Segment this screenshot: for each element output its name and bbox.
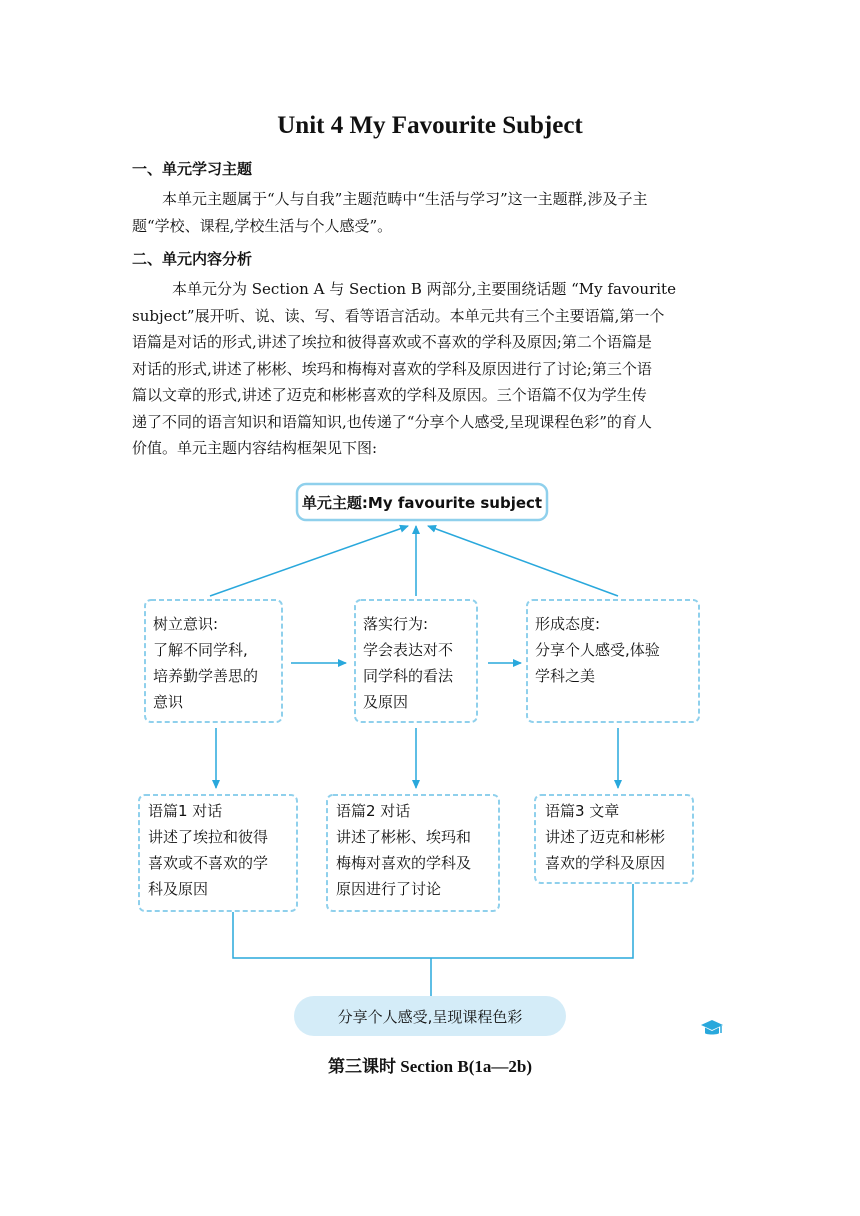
text-line: 语篇1 对话	[148, 802, 223, 820]
paragraph-line: 对话的形式,讲述了彬彬、埃玛和梅梅对喜欢的学科及原因进行了讨论;第三个语	[132, 359, 652, 378]
goal-line: 形成态度:	[535, 615, 601, 633]
section-heading-theme: 一、单元学习主题	[132, 160, 253, 178]
goal-line: 树立意识:	[153, 615, 219, 633]
text-line: 梅梅对喜欢的学科及	[336, 854, 472, 872]
goal-line: 了解不同学科,	[153, 641, 248, 659]
goal-text-3	[535, 611, 660, 689]
text-line: 讲述了迈克和彬彬	[545, 828, 666, 846]
text-line: 喜欢或不喜欢的学	[148, 854, 269, 872]
paragraph-line: 篇以文章的形式,讲述了迈克和彬彬喜欢的学科及原因。三个语篇不仅为学生传	[132, 386, 647, 404]
goal-line: 学会表达对不	[363, 641, 454, 659]
text-line: 科及原因	[148, 880, 209, 898]
arrow-goal1-to-theme	[210, 526, 408, 596]
goal-text-1	[153, 611, 258, 715]
goal-line: 同学科的看法	[363, 667, 454, 685]
paragraph-line: 价值。单元主题内容结构框架见下图:	[132, 439, 378, 457]
paragraph-line: 语篇是对话的形式,讲述了埃拉和彼得喜欢或不喜欢的学科及原因;第二个语篇是	[132, 333, 652, 351]
goal-line: 分享个人感受,体验	[535, 641, 660, 659]
paragraph-line: 本单元分为 Section A 与 Section B 两部分,主要围绕话题 “My favourite	[172, 280, 676, 298]
text-line: 语篇2 对话	[336, 802, 411, 820]
paragraph-line: 本单元主题属于“人与自我”主题范畴中“生活与学习”这一主题群,涉及子主	[162, 190, 648, 208]
paragraph-line: subject”展开听、说、读、写、看等语言活动。本单元共有三个主要语篇,第一个	[132, 306, 665, 325]
text-line: 语篇3 文章	[545, 802, 620, 820]
page-title: Unit 4 My Favourite Subject	[277, 112, 583, 139]
paragraph-line: 题“学校、课程,学校生活与个人感受”。	[132, 216, 393, 235]
goal-line: 意识	[153, 693, 184, 711]
graduation-cap-icon	[700, 1018, 724, 1040]
lesson-title: 第三课时 Section B(1a—2b)	[328, 1057, 532, 1076]
arrow-goal3-to-theme	[428, 526, 618, 596]
text-line: 讲述了彬彬、埃玛和	[336, 828, 472, 846]
text-line: 原因进行了讨论	[336, 880, 442, 898]
text-line: 讲述了埃拉和彼得	[148, 828, 269, 846]
goal-line: 及原因	[363, 693, 409, 711]
text-line: 喜欢的学科及原因	[545, 854, 666, 872]
paragraph-line: 递了不同的语言知识和语篇知识,也传递了“分享个人感受,呈现课程色彩”的育人	[132, 412, 652, 431]
summary-label: 分享个人感受,呈现课程色彩	[337, 1007, 523, 1026]
text-box-content-3	[545, 798, 665, 876]
section-heading-analysis: 二、单元内容分析	[132, 250, 253, 268]
goal-line: 学科之美	[535, 667, 596, 685]
text-box-content-1	[148, 798, 268, 902]
diagram-theme-label: 单元主题:My favourite subject	[301, 493, 543, 512]
goal-line: 培养勤学善思的	[153, 667, 259, 685]
goal-line: 落实行为:	[363, 615, 429, 633]
goal-text-2	[363, 611, 453, 715]
text-box-content-2	[336, 798, 471, 902]
